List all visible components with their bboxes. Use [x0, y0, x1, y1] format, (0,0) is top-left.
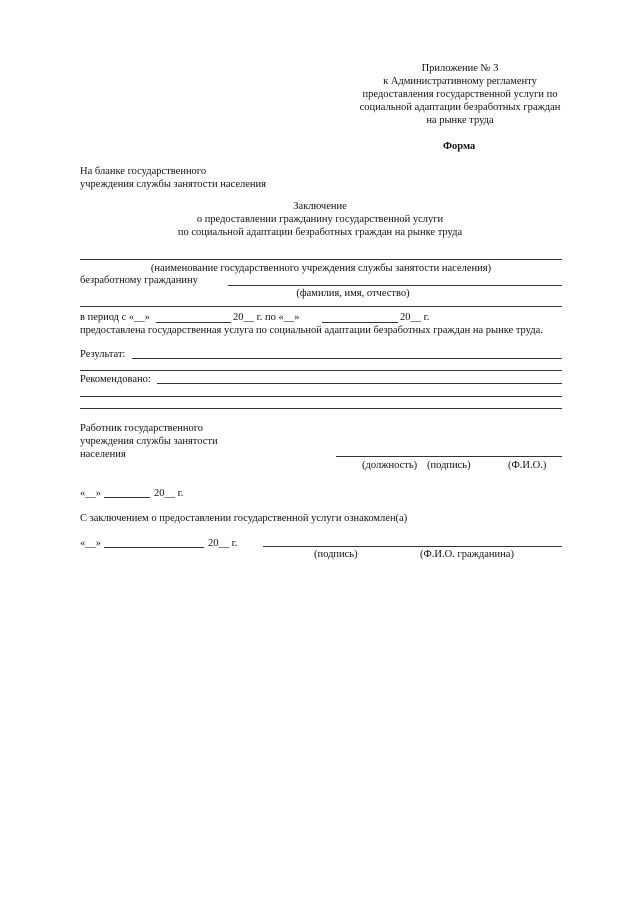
ack-sign-caption: (подпись): [314, 549, 358, 560]
ack-date-month-line: [104, 547, 204, 548]
worker-signature-line: [336, 456, 562, 457]
period-from-label: в период с «__»: [80, 312, 150, 323]
ack-date-year: 20__ г.: [208, 538, 238, 549]
ack-fio-caption: (Ф.И.О. гражданина): [420, 549, 514, 560]
worker-line-2: учреждения службы занятости: [80, 436, 218, 447]
recommended-line-3: [80, 408, 562, 409]
worker-line-1: Работник государственного: [80, 423, 204, 434]
worker-line-3: населения: [80, 449, 126, 460]
recommended-label: Рекомендовано:: [80, 374, 151, 385]
period-year-mid: 20__ г. по «__»: [233, 312, 300, 323]
appendix-line-3: предоставления государственной услуги по: [362, 89, 558, 100]
date-year: 20__ г.: [154, 488, 184, 499]
period-to-month-line: [322, 322, 398, 323]
title-line-1: Заключение: [293, 201, 347, 212]
blank-line-1: На бланке государственного: [80, 166, 207, 177]
appendix-line-5: на рынке труда: [426, 115, 494, 126]
appendix-line-4: социальной адаптации безработных граждан: [359, 102, 561, 113]
title-line-2: о предоставлении гражданину государственной услуги: [196, 214, 444, 225]
ack-date-day: «__»: [80, 538, 101, 549]
recommended-line: [157, 383, 562, 384]
appendix-line-2: к Административному регламенту: [383, 76, 537, 87]
institution-line: [80, 259, 562, 260]
fio-short-caption: (Ф.И.О.): [508, 460, 547, 471]
sign-caption: (подпись): [427, 460, 471, 471]
result-line-2: [80, 370, 562, 371]
fio-caption: (фамилия, имя, отчество): [296, 288, 410, 299]
position-caption: (должность): [362, 460, 418, 471]
institution-caption: (наименование государственного учреждения службы занятости населения): [150, 263, 492, 274]
result-line: [132, 358, 562, 359]
acknowledgement-text: С заключением о предоставлении государственной услуги ознакомлен(а): [80, 513, 408, 524]
recommended-line-2: [80, 396, 562, 397]
citizen-name-line-2: [80, 306, 562, 307]
period-year-end: 20__ г.: [400, 312, 430, 323]
date-month-line: [104, 497, 150, 498]
form-label: Форма: [443, 141, 476, 152]
ack-signature-line: [263, 546, 562, 547]
service-provided-text: предоставлена государственная услуга по социальной адаптации безработных граждан на рынке труда.: [80, 325, 543, 336]
citizen-label: безработному гражданину: [80, 275, 198, 286]
result-label: Результат:: [80, 349, 126, 360]
date-day: «__»: [80, 488, 101, 499]
title-line-3: по социальной адаптации безработных граждан на рынке труда: [177, 227, 463, 238]
citizen-name-line: [228, 285, 562, 286]
blank-line-2: учреждения службы занятости населения: [80, 179, 266, 190]
appendix-line-1: Приложение № 3: [421, 63, 499, 74]
period-from-month-line: [156, 322, 231, 323]
